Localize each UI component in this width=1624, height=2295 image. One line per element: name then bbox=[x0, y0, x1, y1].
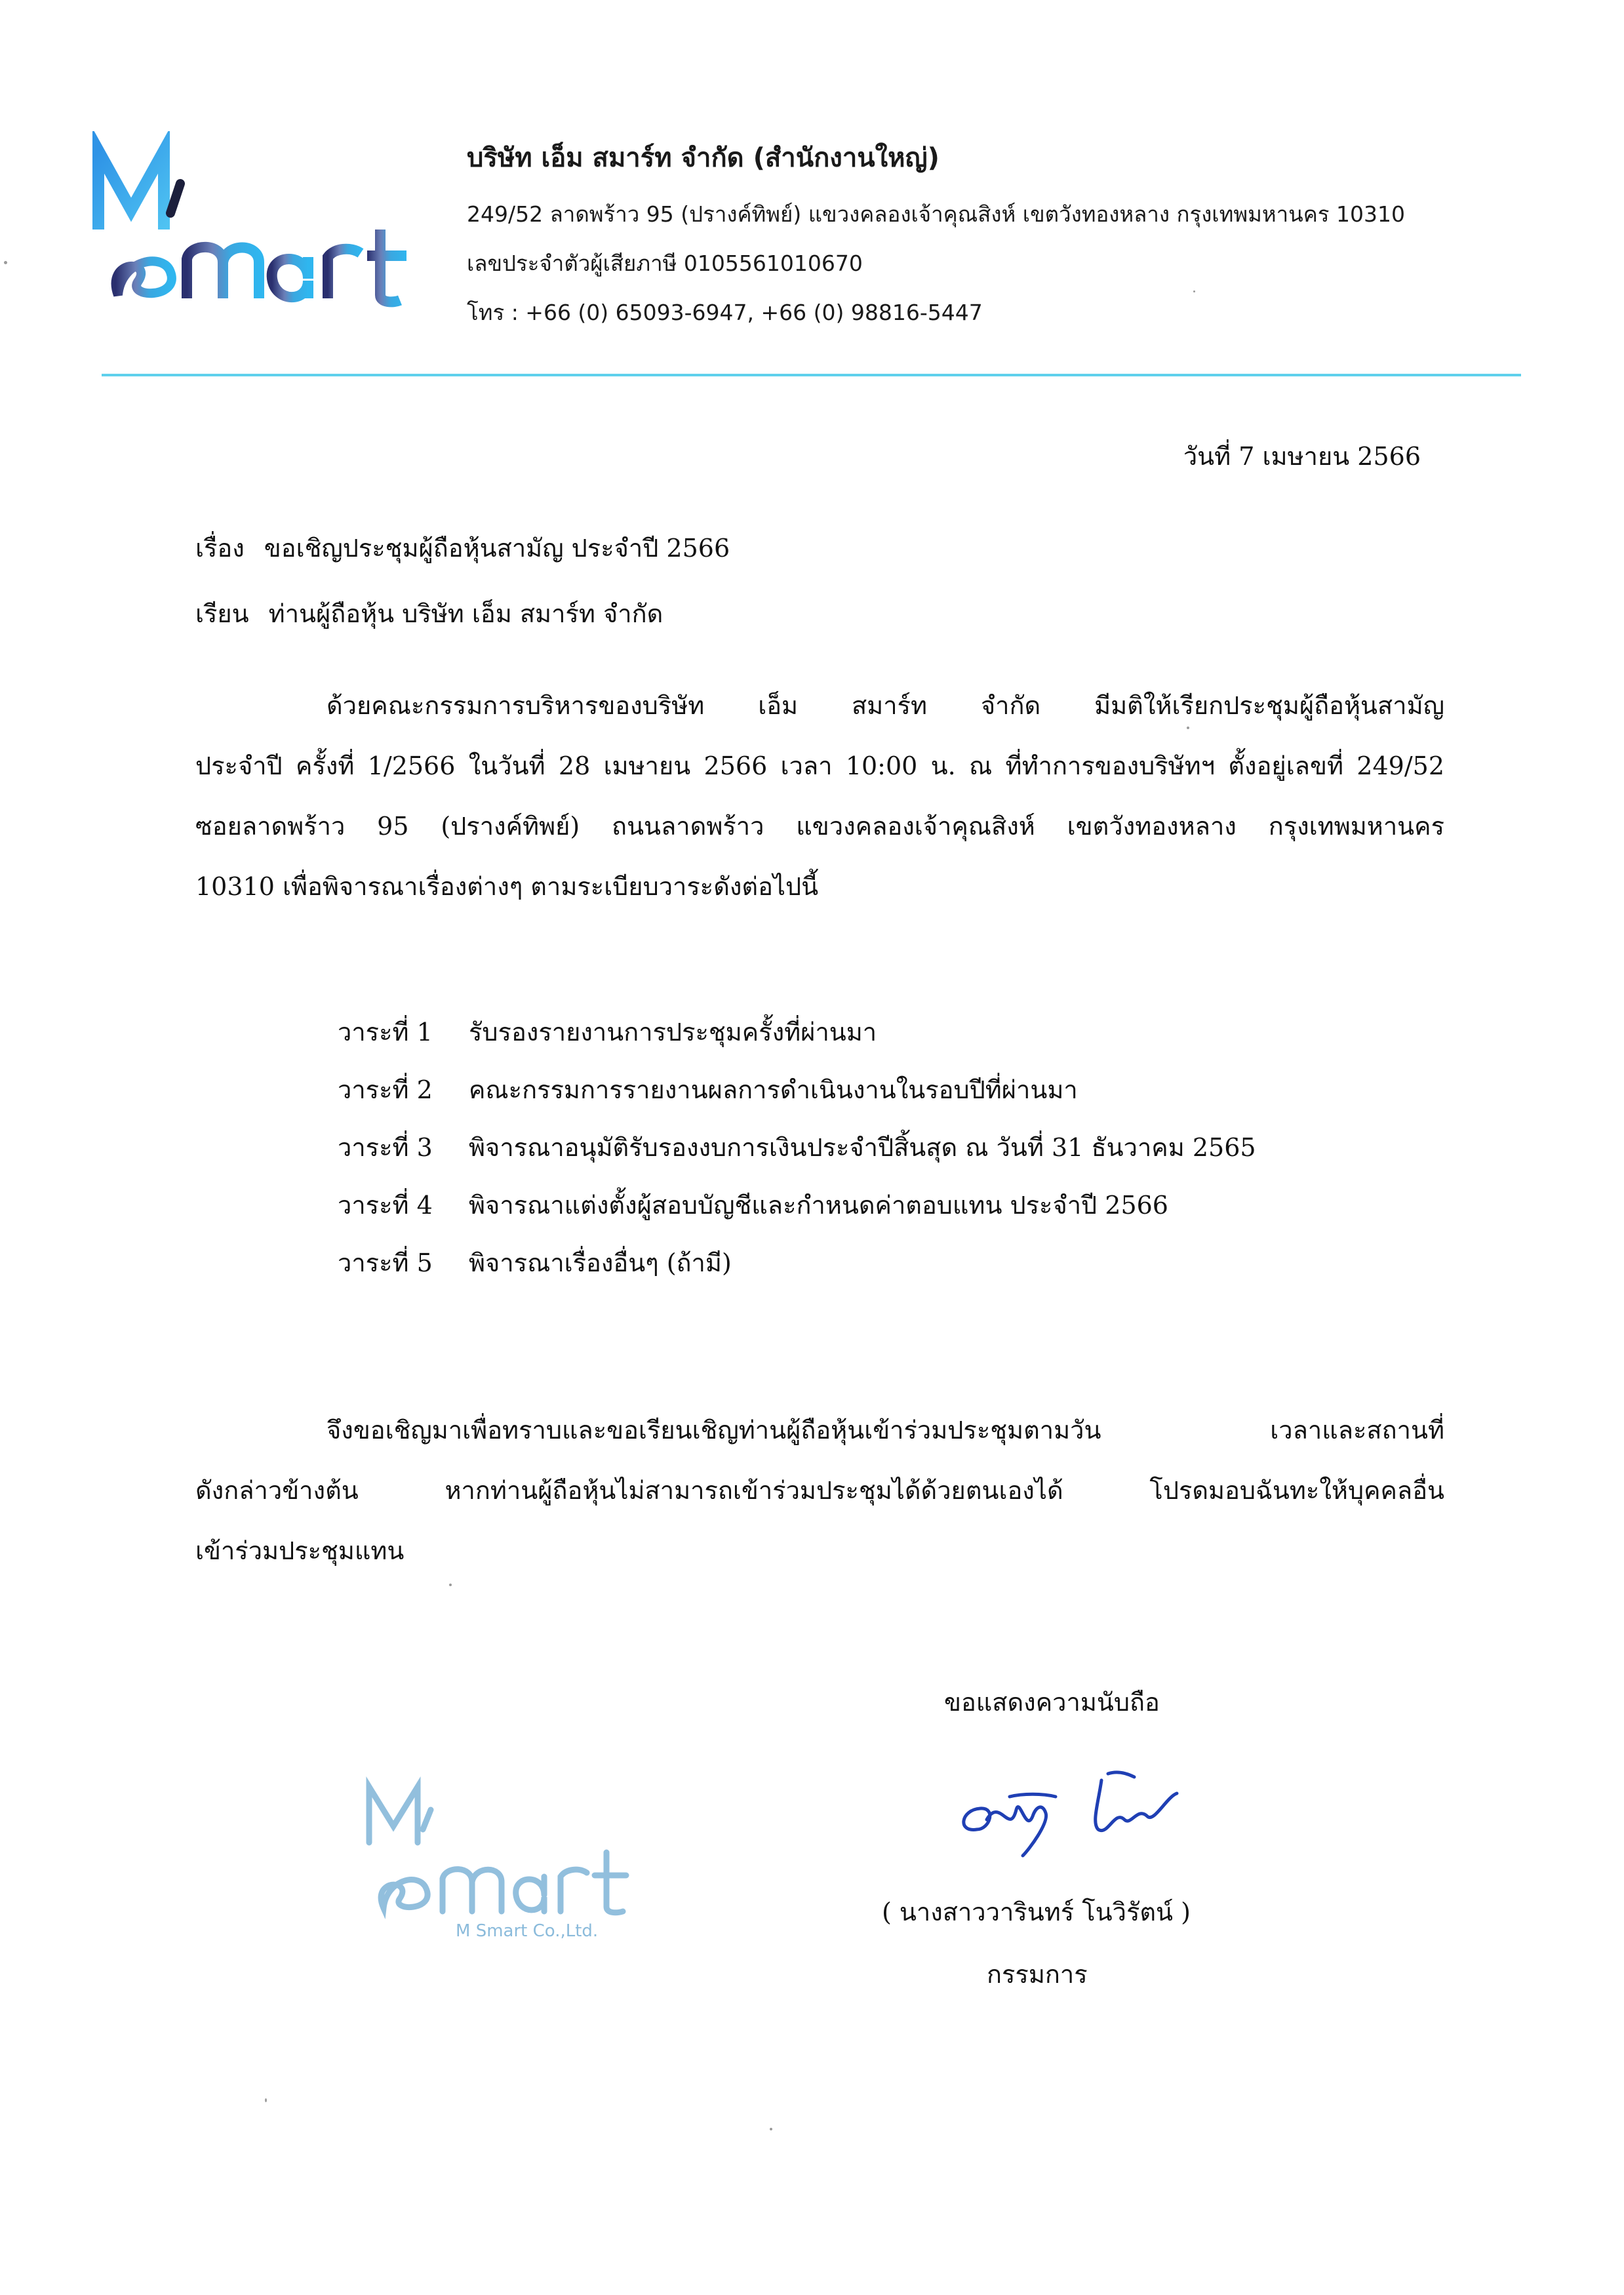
agenda-text: รับรองรายงานการประชุมครั้งที่ผ่านมา bbox=[469, 1018, 877, 1047]
company-phone: โทร : +66 (0) 65093-6947, +66 (0) 98816-5447 bbox=[467, 300, 983, 325]
scan-speck bbox=[265, 2098, 267, 2102]
agenda-list bbox=[338, 1003, 1256, 1292]
agenda-item bbox=[338, 1061, 1256, 1119]
company-name: บริษัท เอ็ม สมาร์ท จำกัด (สำนักงานใหญ่) bbox=[467, 143, 940, 173]
scan-speck bbox=[4, 261, 7, 264]
subject-label: เรื่อง bbox=[195, 534, 245, 563]
agenda-number: วาระที่ 1 bbox=[338, 1018, 433, 1047]
closing-line: เข้าร่วมประชุมแทน bbox=[195, 1536, 405, 1565]
agenda-item bbox=[338, 1176, 1256, 1234]
letter-date: วันที่ 7 เมษายน 2566 bbox=[1183, 442, 1421, 471]
subject-text: ขอเชิญประชุมผู้ถือหุ้นสามัญ ประจำปี 2566 bbox=[264, 534, 730, 563]
recipient-text: ท่านผู้ถือหุ้น บริษัท เอ็ม สมาร์ท จำกัด bbox=[268, 599, 663, 628]
letterhead-divider bbox=[102, 374, 1521, 376]
signatory-title: กรรมการ bbox=[987, 1960, 1088, 1989]
scan-speck bbox=[770, 2128, 772, 2130]
closing-line: ดังกล่าวข้างต้น หากท่านผู้ถือหุ้นไม่สามารถเข้าร่วมประชุมได้ด้วยตนเองได้ โปรดมอบฉันทะให้บุคคลอื่น bbox=[195, 1476, 1444, 1505]
agenda-item bbox=[338, 1119, 1256, 1176]
company-address: 249/52 ลาดพร้าว 95 (ปรางค์ทิพย์) แขวงคลองเจ้าคุณสิงห์ เขตวังทองหลาง กรุงเทพมหานคร 10310 bbox=[467, 201, 1405, 227]
agenda-item bbox=[338, 1003, 1256, 1061]
signatory-name: ( นางสาววารินทร์ โนวิรัตน์ ) bbox=[882, 1898, 1191, 1926]
intro-line: ด้วยคณะกรรมการบริหารของบริษัท เอ็ม สมาร์ท จำกัด มีมติให้เรียกประชุมผู้ถือหุ้นสามัญ bbox=[327, 691, 1444, 720]
letterhead bbox=[467, 136, 1549, 344]
closing-paragraph bbox=[195, 1400, 1444, 1581]
agenda-item bbox=[338, 1234, 1256, 1292]
stamp-caption: M Smart Co.,Ltd. bbox=[456, 1921, 599, 1941]
closing-line: จึงขอเชิญมาเพื่อทราบและขอเรียนเชิญท่านผู้ถือหุ้นเข้าร่วมประชุมตามวัน เวลาและสถานที่ bbox=[327, 1416, 1444, 1445]
intro-line: 10310 เพื่อพิจารณาเรื่องต่างๆ ตามระเบียบวาระดังต่อไปนี้ bbox=[195, 872, 819, 901]
agenda-number: วาระที่ 3 bbox=[338, 1133, 433, 1162]
recipient-label: เรียน bbox=[195, 599, 249, 628]
agenda-number: วาระที่ 4 bbox=[338, 1191, 433, 1220]
handwritten-signature bbox=[951, 1757, 1200, 1869]
company-logo bbox=[92, 131, 426, 321]
company-stamp bbox=[357, 1770, 665, 1941]
scan-speck bbox=[449, 1584, 452, 1586]
recipient-line bbox=[195, 593, 663, 633]
intro-paragraph bbox=[195, 675, 1444, 917]
complimentary-close: ขอแสดงความนับถือ bbox=[944, 1688, 1160, 1717]
agenda-text: พิจารณาแต่งตั้งผู้สอบบัญชีและกำหนดค่าตอบแทน ประจำปี 2566 bbox=[469, 1191, 1168, 1220]
scan-speck bbox=[1187, 727, 1189, 729]
intro-line: ประจำปี ครั้งที่ 1/2566 ในวันที่ 28 เมษายน 2566 เวลา 10:00 น. ณ ที่ทำการของบริษัทฯ ตั้งอยู่เลขที่ 249/52 bbox=[195, 751, 1444, 780]
agenda-text: พิจารณาอนุมัติรับรองงบการเงินประจำปีสิ้นสุด ณ วันที่ 31 ธันวาคม 2565 bbox=[469, 1133, 1256, 1162]
agenda-text: พิจารณาเรื่องอื่นๆ (ถ้ามี) bbox=[469, 1248, 732, 1277]
agenda-text: คณะกรรมการรายงานผลการดำเนินงานในรอบปีที่ผ่านมา bbox=[469, 1075, 1078, 1104]
subject-line bbox=[195, 528, 730, 568]
intro-line: ซอยลาดพร้าว 95 (ปรางค์ทิพย์) ถนนลาดพร้าว แขวงคลองเจ้าคุณสิงห์ เขตวังทองหลาง กรุงเทพมหานคร bbox=[195, 812, 1444, 841]
agenda-number: วาระที่ 5 bbox=[338, 1248, 433, 1277]
company-tax-id: เลขประจำตัวผู้เสียภาษี 0105561010670 bbox=[467, 250, 863, 276]
agenda-number: วาระที่ 2 bbox=[338, 1075, 433, 1104]
scan-speck bbox=[1193, 290, 1195, 292]
